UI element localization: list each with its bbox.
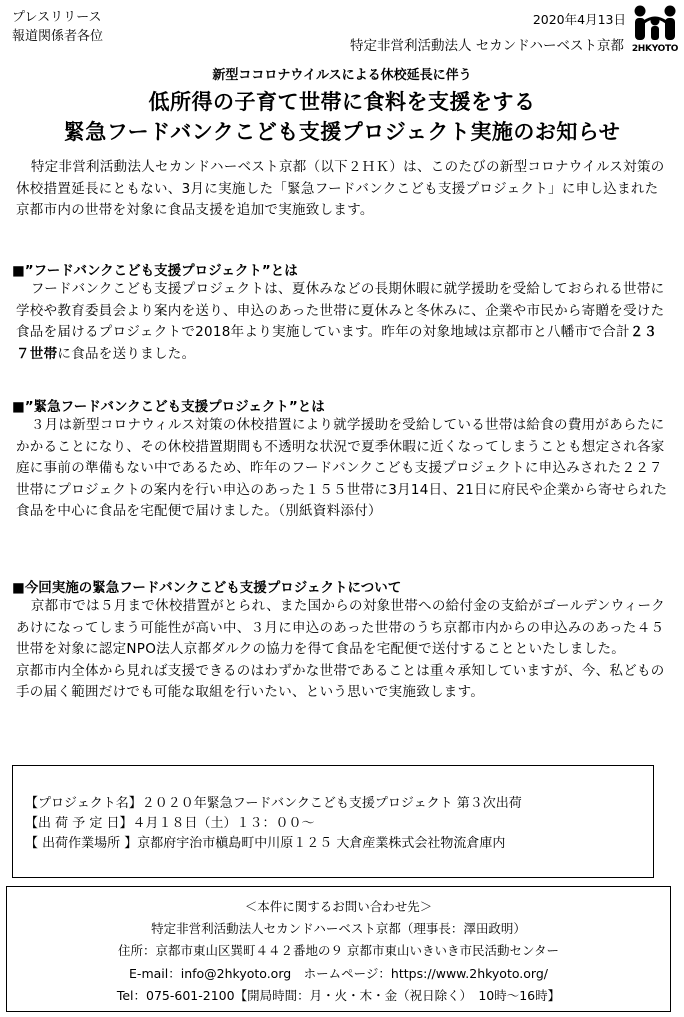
title-line-1: 低所得の子育て世帯に食料を支援をする	[148, 90, 536, 114]
household-count: ２３７世帯	[16, 324, 658, 362]
title-subheading: 新型ココロナウイルスによる休校延長に伴う	[212, 68, 472, 83]
contact-email[interactable]: E-mail：info@2hkyoto.org ホームページ：https://www.2hkyoto.org/	[129, 966, 548, 981]
header-left	[12, 8, 103, 46]
recipients-label: 報道関係者各位	[12, 29, 104, 44]
contact-tel: Tel：075-601-2100【開局時間：月・火・木・金（祝日除く） 10時～16時】	[116, 988, 561, 1003]
contact-heading: ＜本件に関するお問い合わせ先＞	[244, 899, 433, 914]
shipping-date: 【出 荷 予 定 日】４月１８日（土）１３：００～	[25, 816, 315, 831]
section2-body: ３月は新型コロナウィルス対策の休校措置により就学援助を受給している世帯は給食の費用があらたにかかることになり、その休校措置期間も不透明な状況で夏季休暇に近くなってしまうことも想定され各家庭に事前の準備もない中であるため、昨年のフードバンクこども支援プロジェクトに申込みされた２２７世帯にプロジェクトの案内を行い申込のあった１５５世帯に3月14日、21日に府民や企業から寄せられた食品を中心に食品を宅配便で届けました。（別紙資料添付）	[16, 417, 668, 519]
section3-heading: ■今回実施の緊急フードバンクこども支援プロジェクトについて	[12, 580, 402, 596]
section3-body-1: 京都市では５月まで休校措置がとられ、また国からの対象世帯への給付金の支給がゴールデンウィークあけになってしまう可能性が高い中、３月に申込のあった世帯のうち京都市内からの申込みのあった４５世帯を対象に認定NPO法人京都ダルクの協力を得て食品を宅配便で送付することといたしました。	[16, 598, 666, 657]
header-org: 特定非営利活動法人 セカンドハーベスト京都	[349, 38, 624, 54]
contact-org: 特定非営利活動法人セカンドハーベスト京都（理事長：澤田政明）	[151, 921, 526, 936]
logo-text: 2HKYOTO	[631, 44, 679, 54]
project-name: 【プロジェクト名】２０２０年緊急フードバンクこども支援プロジェクト 第３次出荷	[25, 796, 522, 811]
press-release-label: プレスリリース	[12, 10, 102, 25]
section1-heading: ■”フードバンクこども支援プロジェクト”とは	[12, 263, 298, 279]
family-icon	[630, 2, 680, 46]
title-line-2: 緊急フードバンクこども支援プロジェクト実施のお知らせ	[63, 120, 621, 144]
project-info-box	[12, 765, 654, 878]
contact-address: 住所：京都市東山区巽町４４２番地の９ 京都市東山いきいき市民活動センター	[118, 943, 559, 958]
section2-heading: ■”緊急フードバンクこども支援プロジェクト”とは	[12, 399, 325, 415]
contact-box	[6, 886, 671, 1012]
shipping-place: 【 出荷作業場所 】京都府宇治市槇島町中川原１２５ 大倉産業株式会社物流倉庫内	[25, 836, 506, 851]
intro-paragraph: 特定非営利活動法人セカンドハーベスト京都（以下２ＨＫ）は、このたびの新型コロナウイルス対策の休校措置延長にともない、3月に実施した「緊急フードバンクこども支援プロジェクト」に申し込まれた京都市内の世帯を対象に食品支援を追加で実施致します。	[16, 159, 665, 218]
section3-body	[16, 596, 668, 704]
section1-body: フードバンクこども支援プロジェクトは、夏休みなどの長期休暇に就学援助を受給しておられる世帯に学校や教育委員会より案内を送り、申込のあった世帯に夏休みと冬休みに、企業や市民から寄贈を受けた食品を届けるプロジェクトで2018年より実施しています。昨年の対象地域は京都市と八幡市で合計２３７世帯に食品を送りました。	[16, 281, 665, 362]
section3-body-2: 京都市内全体から見れば支援できるのはわずかな世帯であることは重々承知していますが、今、私どもの手の届く範囲だけでも可能な取組を行いたい、という思いで実施致します。	[16, 662, 665, 700]
release-date: 2020年4月13日	[532, 12, 626, 27]
org-logo	[630, 2, 680, 58]
